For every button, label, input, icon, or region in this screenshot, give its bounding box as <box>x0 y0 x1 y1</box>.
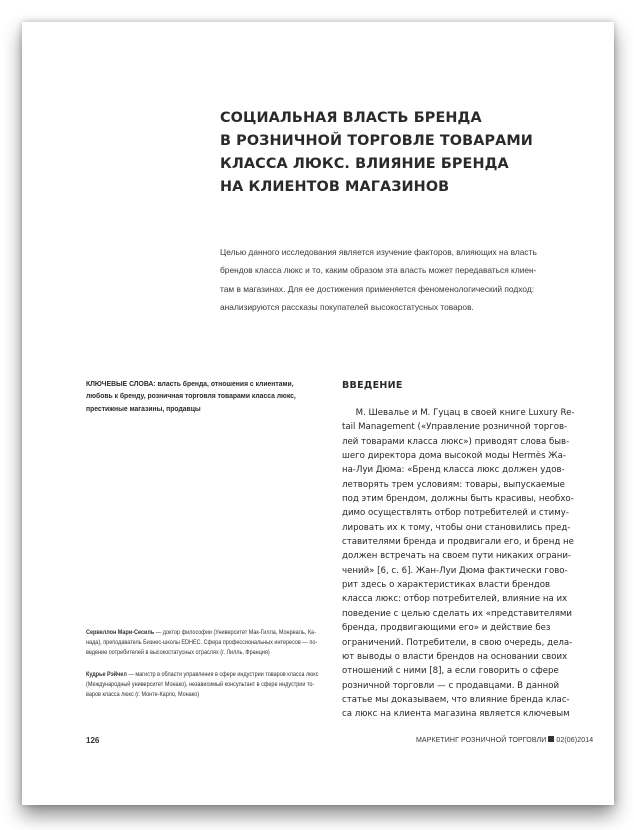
journal-footer <box>416 736 593 744</box>
body-line: са люкс на клиента магазина является ключевым <box>342 709 570 720</box>
author-note-line <box>86 670 322 680</box>
article-body-text <box>342 406 594 722</box>
body-line: отношений с ними [8], а если говорить о сфере <box>342 666 559 677</box>
page-number: 126 <box>86 736 100 745</box>
body-line: под этим брендом, должны быть красивы, необхо- <box>342 494 574 505</box>
author-note <box>86 628 322 658</box>
author-description: варов класса люкс (г. Монте-Карло, Монако) <box>86 690 200 698</box>
article-abstract <box>220 243 585 316</box>
title-line: КЛАССА ЛЮКС. ВЛИЯНИЕ БРЕНДА <box>220 156 509 172</box>
keywords-line: престижные магазины, продавцы <box>86 403 201 413</box>
author-description: (Международный университет Монако), независимый консультант в сфере индустрии то- <box>86 680 315 688</box>
author-description: — магистр в области управления в сфере индустрии товаров класса люкс <box>126 670 319 678</box>
body-line: ют выводы о власти брендов на основании своих <box>342 651 568 662</box>
body-line: бренда, продвигающими его» и действие без <box>342 623 551 634</box>
author-name: Сервеллон Мари-Сесиль <box>86 629 155 636</box>
abstract-line: брендов класса люкс и то, каким образом эта власть может передаваться клиен- <box>220 265 537 276</box>
author-name: Кудрье Рэйчел <box>86 670 127 678</box>
body-line: димо осуществлять отбор потребителей и стиму- <box>342 508 569 519</box>
author-note <box>86 670 322 700</box>
journal-issue: 02(06)2014 <box>556 737 594 744</box>
body-line: ставителями бренда и продвигали его, и бренд не <box>342 537 574 548</box>
author-description: — доктор философии (Университет Мак-Гилла, Монреаль, Ка- <box>154 629 316 636</box>
body-line: ограничений. Потребители, в свою очередь, дела- <box>342 637 573 648</box>
journal-name: МАРКЕТИНГ РОЗНИЧНОЙ ТОРГОВЛИ <box>416 737 547 744</box>
section-heading-introduction: ВВЕДЕНИЕ <box>342 380 403 391</box>
author-notes <box>86 628 322 711</box>
abstract-line: анализируются рассказы покупателей высокостатусных товаров. <box>220 301 474 312</box>
body-line: tail Management («Управление розничной торгов- <box>342 422 568 433</box>
author-description: нада), преподаватель Бизнес-школы EDHEC. Сфера профессиональных интересов — по- <box>86 638 318 646</box>
body-line: рит здесь о характеристиках власти брендов <box>342 580 551 591</box>
body-line: розничной торговли — с продавцами. В данной <box>342 680 560 691</box>
author-note-line <box>86 628 322 638</box>
body-line: лировать их к тому, чтобы они становились пред- <box>342 522 571 533</box>
body-line: должен встречать на своем пути никаких ограни- <box>342 551 572 562</box>
abstract-line: Целью данного исследования является изучение факторов, влияющих на власть <box>220 247 537 257</box>
title-line: НА КЛИЕНТОВ МАГАЗИНОВ <box>220 179 450 195</box>
article-title <box>220 107 560 199</box>
body-line: на-Луи Дюма: «Бренд класса люкс должен удов- <box>342 465 565 476</box>
body-line: летворять трем условиям: товары, выпускаемые <box>342 479 565 490</box>
keywords-line: КЛЮЧЕВЫЕ СЛОВА: власть бренда, отношения с клиентами, <box>86 379 294 388</box>
body-line: статье мы доказываем, что влияние бренда клас- <box>342 694 570 705</box>
body-line: класса люкс: отбор потребителей, влияние на их <box>342 594 568 605</box>
body-line: лей товарами класса люкс») приводят слова быв- <box>342 436 570 447</box>
keywords-block <box>86 378 330 415</box>
body-line: чений» [6, с. 6]. Жан-Луи Дюма фактически гово- <box>342 565 568 576</box>
journal-page <box>22 22 614 805</box>
body-line: М. Шевалье и М. Гуцац в своей книге Luxury Re- <box>342 408 575 418</box>
author-description: ведение потребителей в высокостатусных отраслях (г. Лилль, Франция) <box>86 648 270 656</box>
title-line: СОЦИАЛЬНАЯ ВЛАСТЬ БРЕНДА <box>220 110 482 126</box>
title-line: В РОЗНИЧНОЙ ТОРГОВЛЕ ТОВАРАМИ <box>220 133 533 149</box>
body-line: поведение с целью сделать их «представителями <box>342 608 572 619</box>
square-bullet-icon <box>548 736 554 742</box>
keywords-line: любовь к бренду, розничная торговля товарами класса люкс, <box>86 391 296 401</box>
abstract-line: там в магазинах. Для ее достижения применяется феноменологический подход: <box>220 283 535 294</box>
body-line: шего директора дома высокой моды Hermès Жа- <box>342 451 566 462</box>
